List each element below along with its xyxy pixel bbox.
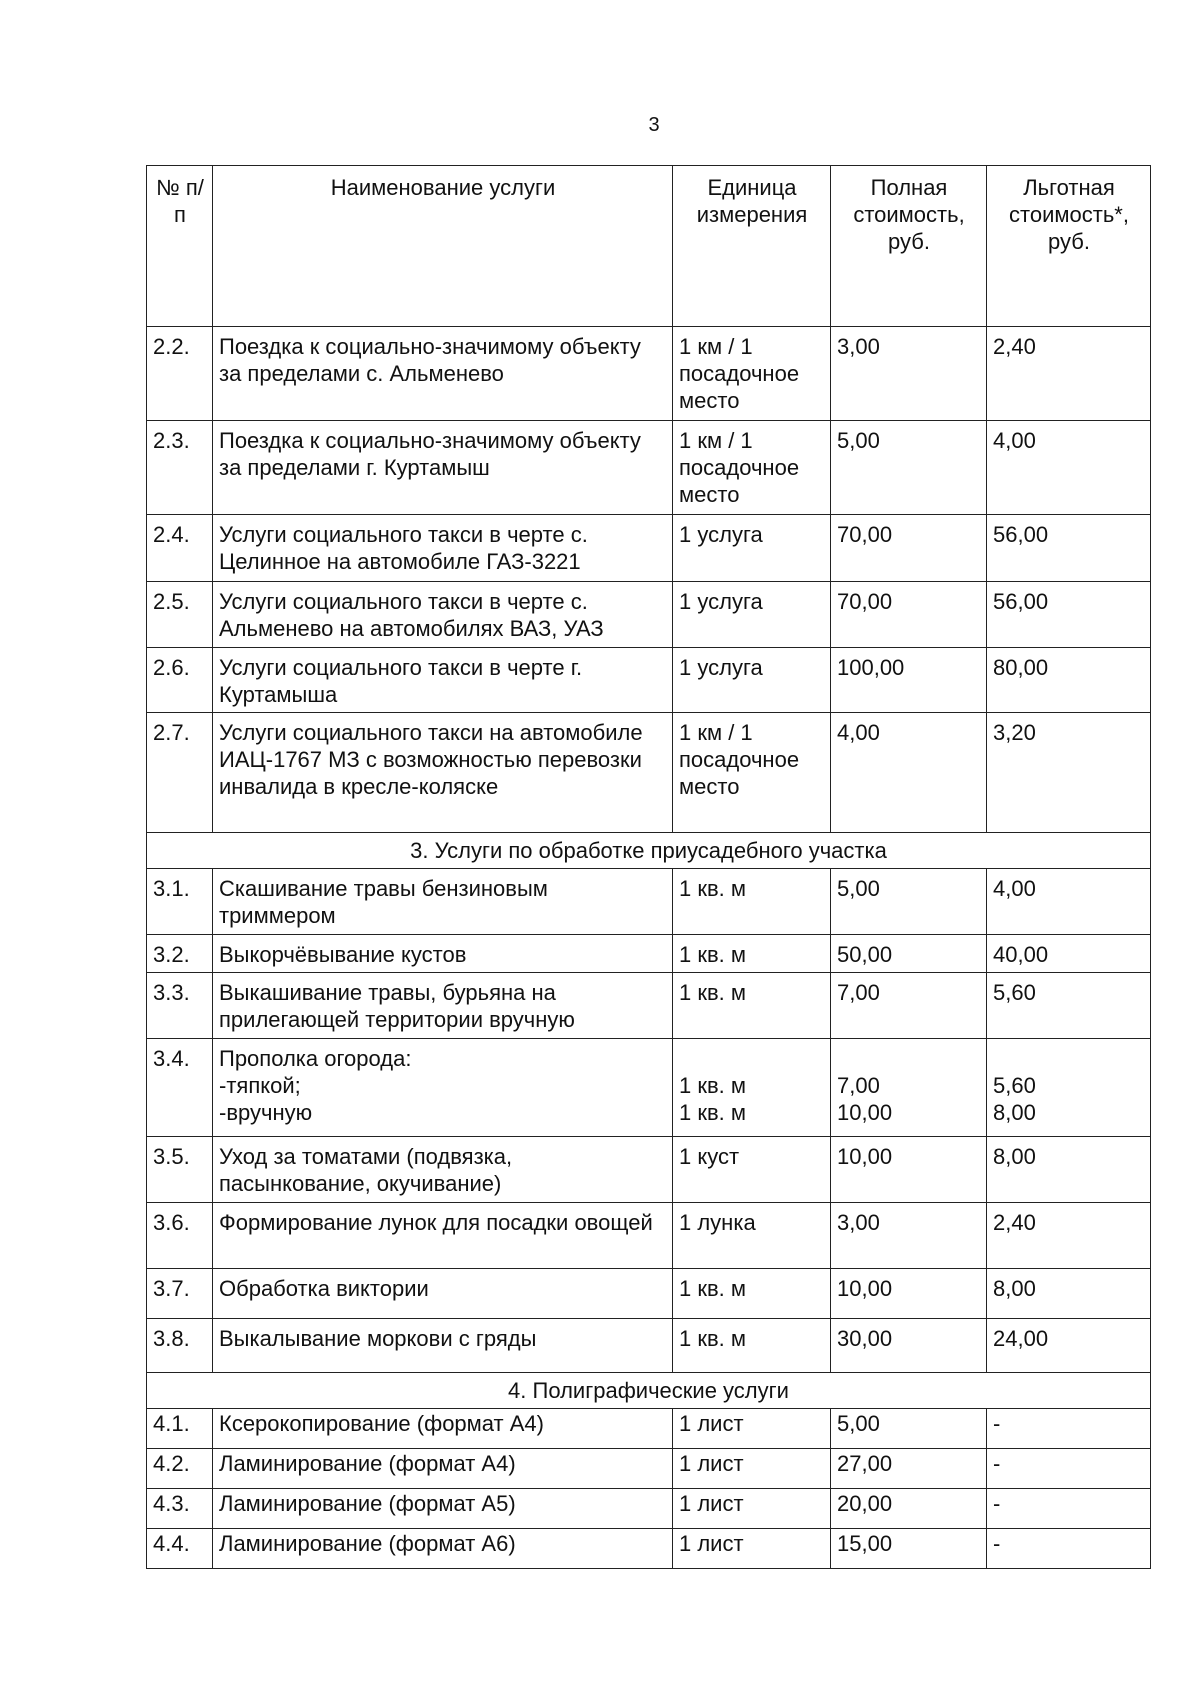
row-full-price: 20,00: [831, 1489, 987, 1529]
row-unit: 1 услуга: [673, 582, 831, 648]
table-row: [147, 1269, 1151, 1319]
row-name: Ксерокопирование (формат А4): [213, 1409, 673, 1449]
row-full-price: 30,00: [831, 1319, 987, 1373]
row-unit: 1 км / 1 посадочное место: [673, 327, 831, 421]
row-unit: 1 услуга: [673, 515, 831, 582]
row-num: 2.3.: [147, 421, 213, 515]
table-row: [147, 869, 1151, 935]
row-discount-price: [987, 1039, 1151, 1137]
row-unit: [673, 1039, 831, 1137]
row-num: 4.1.: [147, 1409, 213, 1449]
weeding-title: Прополка огорода:: [219, 1046, 412, 1071]
row-full-price: 5,00: [831, 869, 987, 935]
row-unit: 1 лист: [673, 1529, 831, 1569]
row-name: Выкалывание моркови с гряды: [213, 1319, 673, 1373]
row-unit: 1 куст: [673, 1137, 831, 1203]
row-name: Обработка виктории: [213, 1269, 673, 1319]
row-unit: 1 лист: [673, 1489, 831, 1529]
row-unit: 1 кв. м: [673, 1269, 831, 1319]
row-num: 4.4.: [147, 1529, 213, 1569]
table-header: [147, 166, 1151, 327]
row-num: 2.6.: [147, 648, 213, 713]
header-name: Наименование услуги: [213, 166, 673, 327]
row-full-price: 5,00: [831, 421, 987, 515]
row-num: 4.3.: [147, 1489, 213, 1529]
row-discount-price: 5,60: [987, 973, 1151, 1039]
row-discount-price: 8,00: [987, 1269, 1151, 1319]
row-full-price: [831, 1039, 987, 1137]
weeding-manual-full-price: 10,00: [837, 1100, 893, 1125]
row-num: 3.3.: [147, 973, 213, 1039]
row-full-price: 3,00: [831, 1203, 987, 1269]
section-row: [147, 1373, 1151, 1409]
row-name: Выкорчёвывание кустов: [213, 935, 673, 973]
row-full-price: 70,00: [831, 582, 987, 648]
table-row: [147, 1203, 1151, 1269]
table-row: [147, 648, 1151, 713]
row-unit: 1 км / 1 посадочное место: [673, 713, 831, 833]
row-num: 3.4.: [147, 1039, 213, 1137]
row-discount-price: 40,00: [987, 935, 1151, 973]
weeding-hoe-unit: 1 кв. м: [679, 1073, 747, 1098]
weeding-manual: -вручную: [219, 1100, 313, 1125]
row-full-price: 10,00: [831, 1269, 987, 1319]
row-name: Услуги социального такси в черте с. Альменево на автомобилях ВАЗ, УАЗ: [213, 582, 673, 648]
row-num: 2.5.: [147, 582, 213, 648]
table-row: [147, 327, 1151, 421]
row-discount-price: 4,00: [987, 869, 1151, 935]
table-row: [147, 582, 1151, 648]
table-row: [147, 973, 1151, 1039]
row-name: Услуги социального такси в черте г. Куртамыша: [213, 648, 673, 713]
row-full-price: 50,00: [831, 935, 987, 973]
row-num: 3.6.: [147, 1203, 213, 1269]
row-full-price: 3,00: [831, 327, 987, 421]
row-num: 2.7.: [147, 713, 213, 833]
row-name: Ламинирование (формат А4): [213, 1449, 673, 1489]
row-discount-price: -: [987, 1409, 1151, 1449]
row-unit: 1 кв. м: [673, 973, 831, 1039]
row-unit: 1 услуга: [673, 648, 831, 713]
table-row: [147, 421, 1151, 515]
table-row: [147, 1529, 1151, 1569]
row-num: 2.4.: [147, 515, 213, 582]
row-name: Услуги социального такси в черте с. Целинное на автомобиле ГАЗ-3221: [213, 515, 673, 582]
row-full-price: 7,00: [831, 973, 987, 1039]
row-full-price: 27,00: [831, 1449, 987, 1489]
row-unit: 1 кв. м: [673, 869, 831, 935]
row-discount-price: 4,00: [987, 421, 1151, 515]
weeding-manual-discount-price: 8,00: [993, 1100, 1036, 1125]
section-row: [147, 833, 1151, 869]
row-num: 3.7.: [147, 1269, 213, 1319]
row-unit: 1 лист: [673, 1449, 831, 1489]
weeding-manual-unit: 1 кв. м: [679, 1100, 747, 1125]
row-name: Ламинирование (формат А5): [213, 1489, 673, 1529]
row-name: Ламинирование (формат А6): [213, 1529, 673, 1569]
weeding-hoe-full-price: 7,00: [837, 1073, 880, 1098]
row-discount-price: 8,00: [987, 1137, 1151, 1203]
row-name: Формирование лунок для посадки овощей: [213, 1203, 673, 1269]
row-discount-price: 2,40: [987, 327, 1151, 421]
header-discount-price: Льготная стоимость*, руб.: [987, 166, 1151, 327]
table-row: [147, 1409, 1151, 1449]
row-full-price: 5,00: [831, 1409, 987, 1449]
table-row: [147, 713, 1151, 833]
row-discount-price: 2,40: [987, 1203, 1151, 1269]
row-discount-price: 3,20: [987, 713, 1151, 833]
row-name: Поездка к социально-значимому объекту за пределами г. Куртамыш: [213, 421, 673, 515]
row-num: 3.1.: [147, 869, 213, 935]
row-name: Скашивание травы бензиновым триммером: [213, 869, 673, 935]
row-unit: 1 км / 1 посадочное место: [673, 421, 831, 515]
table-row: [147, 1489, 1151, 1529]
row-discount-price: -: [987, 1529, 1151, 1569]
row-num: 3.5.: [147, 1137, 213, 1203]
table-row: [147, 1039, 1151, 1137]
table-row: [147, 1137, 1151, 1203]
row-discount-price: 80,00: [987, 648, 1151, 713]
section-4-title: 4. Полиграфические услуги: [147, 1373, 1151, 1409]
weeding-hoe: -тяпкой;: [219, 1073, 301, 1098]
row-unit: 1 кв. м: [673, 1319, 831, 1373]
tariff-table: [146, 165, 1151, 1569]
row-name: Поездка к социально-значимому объекту за пределами с. Альменево: [213, 327, 673, 421]
table-row: [147, 515, 1151, 582]
row-name: Уход за томатами (подвязка, пасынкование, окучивание): [213, 1137, 673, 1203]
row-name: Услуги социального такси на автомобиле ИАЦ-1767 МЗ с возможностью перевозки инвалида в кресле-коляске: [213, 713, 673, 833]
row-num: 3.2.: [147, 935, 213, 973]
table-row: [147, 1449, 1151, 1489]
row-name: [213, 1039, 673, 1137]
header-full-price: Полная стоимость, руб.: [831, 166, 987, 327]
weeding-hoe-discount-price: 5,60: [993, 1073, 1036, 1098]
page-number: 3: [648, 114, 660, 136]
table-row: [147, 935, 1151, 973]
header-num: № п/п: [147, 166, 213, 327]
row-num: 2.2.: [147, 327, 213, 421]
row-unit: 1 кв. м: [673, 935, 831, 973]
row-name: Выкашивание травы, бурьяна на прилегающей территории вручную: [213, 973, 673, 1039]
row-num: 3.8.: [147, 1319, 213, 1373]
row-num: 4.2.: [147, 1449, 213, 1489]
table-row: [147, 1319, 1151, 1373]
row-discount-price: -: [987, 1489, 1151, 1529]
row-discount-price: 56,00: [987, 515, 1151, 582]
header-unit: Единица измерения: [673, 166, 831, 327]
row-discount-price: -: [987, 1449, 1151, 1489]
row-unit: 1 лист: [673, 1409, 831, 1449]
row-discount-price: 24,00: [987, 1319, 1151, 1373]
row-full-price: 70,00: [831, 515, 987, 582]
row-unit: 1 лунка: [673, 1203, 831, 1269]
section-3-title: 3. Услуги по обработке приусадебного участка: [147, 833, 1151, 869]
row-full-price: 4,00: [831, 713, 987, 833]
row-full-price: 15,00: [831, 1529, 987, 1569]
row-full-price: 100,00: [831, 648, 987, 713]
row-discount-price: 56,00: [987, 582, 1151, 648]
row-full-price: 10,00: [831, 1137, 987, 1203]
